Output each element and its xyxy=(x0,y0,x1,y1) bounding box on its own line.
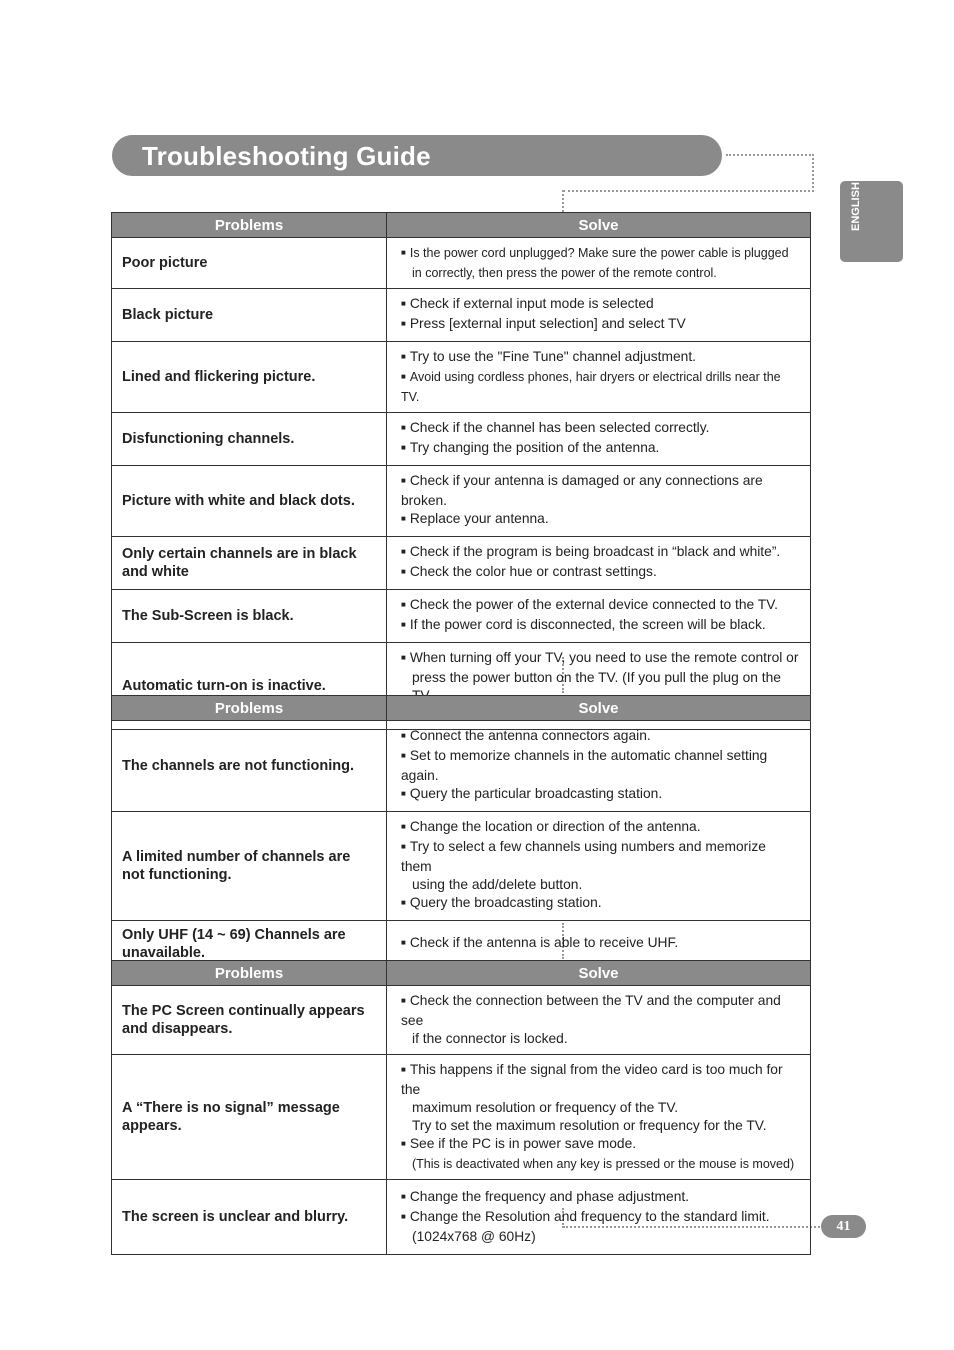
solve-line: (This is deactivated when any key is pressed or the mouse is moved) xyxy=(412,1157,795,1171)
problem-cell: Lined and flickering picture. xyxy=(112,342,387,413)
solve-cell xyxy=(387,413,811,466)
solve-line: ■ Check if your antenna is damaged or any connections are broken. xyxy=(401,472,800,510)
language-label: ENGLISH xyxy=(850,182,862,231)
solve-line: ■ Change the location or direction of the antenna. xyxy=(401,818,800,838)
title-bar xyxy=(112,135,722,176)
table-header-row xyxy=(112,961,811,986)
solve-cell xyxy=(387,721,811,812)
solve-line: in correctly, then press the power of the remote control. xyxy=(412,266,717,280)
solve-line: ■ When turning off your TV, you need to use the remote control or xyxy=(401,649,800,669)
solve-line: ■ Check if external input mode is selected xyxy=(401,295,800,315)
problem-cell: The Sub-Screen is black. xyxy=(112,590,387,643)
solve-line: ■ Try changing the position of the antenna. xyxy=(401,439,800,459)
page-title: Troubleshooting Guide xyxy=(142,141,431,171)
solve-header: Solve xyxy=(387,961,811,986)
table-row xyxy=(112,413,811,466)
solve-line: ■ Is the power cord unplugged? Make sure the power cable is plugged xyxy=(401,244,800,264)
problem-cell: Disfunctioning channels. xyxy=(112,413,387,466)
solve-line: ■ Check if the program is being broadcast in “black and white”. xyxy=(401,543,800,563)
troubleshooting-table-picture xyxy=(111,212,811,730)
solve-line: press the power button on the TV. (If you pull the plug on the xyxy=(412,670,781,685)
solve-cell xyxy=(387,537,811,590)
table-row xyxy=(112,812,811,921)
solve-line: ■ If the power cord is disconnected, the screen will be black. xyxy=(401,616,800,636)
solve-cell xyxy=(387,1055,811,1180)
solve-line: ■ This happens if the signal from the video card is too much for the xyxy=(401,1061,800,1099)
solve-line: ■ Check the color hue or contrast settings. xyxy=(401,563,800,583)
table-row xyxy=(112,1055,811,1180)
solve-line: ■ Try to use the "Fine Tune" channel adjustment. xyxy=(401,348,800,368)
solve-line: ■ Try to select a few channels using numbers and memorize them xyxy=(401,838,800,876)
solve-line: Try to set the maximum resolution or frequency for the TV. xyxy=(412,1118,767,1133)
solve-line: maximum resolution or frequency of the TV. xyxy=(412,1100,679,1115)
solve-line: (1024x768 @ 60Hz) xyxy=(412,1229,536,1244)
solve-header: Solve xyxy=(387,213,811,238)
table-row xyxy=(112,537,811,590)
problems-header: Problems xyxy=(112,213,387,238)
problems-header: Problems xyxy=(112,961,387,986)
problems-header: Problems xyxy=(112,696,387,721)
solve-line: ■ Set to memorize channels in the automatic channel setting again. xyxy=(401,747,800,785)
solve-line: ■ Avoid using cordless phones, hair dryers or electrical drills near the TV. xyxy=(401,368,800,406)
solve-cell xyxy=(387,289,811,342)
solve-line: ■ Query the particular broadcasting station. xyxy=(401,785,800,805)
solve-line: ■ Check the power of the external device connected to the TV. xyxy=(401,596,800,616)
table-row xyxy=(112,342,811,413)
solve-cell xyxy=(387,238,811,289)
problem-cell: Black picture xyxy=(112,289,387,342)
solve-cell xyxy=(387,466,811,537)
solve-cell xyxy=(387,590,811,643)
language-tab xyxy=(840,181,903,262)
solve-line: ■ See if the PC is in power save mode. xyxy=(401,1135,800,1155)
problem-cell: The channels are not functioning. xyxy=(112,721,387,812)
problem-cell: The PC Screen continually appears and disappears. xyxy=(112,986,387,1055)
problem-cell: Only UHF (14 ~ 69) Channels are unavailable. xyxy=(112,921,387,967)
dotted-line xyxy=(562,190,564,212)
solve-line: using the add/delete button. xyxy=(412,877,583,892)
solve-line: ■ Replace your antenna. xyxy=(401,510,800,530)
table-row xyxy=(112,238,811,289)
solve-line: ■ Change the Resolution and frequency to the standard limit. xyxy=(401,1208,800,1228)
table-row xyxy=(112,466,811,537)
table-row xyxy=(112,986,811,1055)
solve-line: if the connector is locked. xyxy=(412,1031,568,1046)
troubleshooting-table-pc xyxy=(111,960,811,1255)
solve-line: ■ Check the connection between the TV and the computer and see xyxy=(401,992,800,1030)
solve-cell xyxy=(387,812,811,921)
dotted-line xyxy=(812,154,814,192)
dotted-line xyxy=(563,190,814,192)
solve-line: ■ Query the broadcasting station. xyxy=(401,894,800,914)
page-number: 41 xyxy=(821,1215,866,1238)
problem-cell: A “There is no signal” message appears. xyxy=(112,1055,387,1180)
solve-cell xyxy=(387,342,811,413)
problem-cell: Picture with white and black dots. xyxy=(112,466,387,537)
table-row xyxy=(112,289,811,342)
solve-line: ■ Check if the antenna is able to receive UHF. xyxy=(401,934,800,954)
solve-line: ■ Change the frequency and phase adjustment. xyxy=(401,1188,800,1208)
problem-cell: The screen is unclear and blurry. xyxy=(112,1180,387,1255)
troubleshooting-table-channels xyxy=(111,695,811,967)
solve-line: ■ Connect the antenna connectors again. xyxy=(401,727,800,747)
problem-cell: A limited number of channels are not functioning. xyxy=(112,812,387,921)
problem-cell: Poor picture xyxy=(112,238,387,289)
solve-cell xyxy=(387,1180,811,1255)
problem-cell: Automatic turn-on is inactive. xyxy=(112,643,387,730)
table-row xyxy=(112,1180,811,1255)
solve-header: Solve xyxy=(387,696,811,721)
table-header-row xyxy=(112,696,811,721)
solve-cell xyxy=(387,986,811,1055)
table-header-row xyxy=(112,213,811,238)
dotted-line xyxy=(726,154,814,156)
problem-cell: Only certain channels are in black and white xyxy=(112,537,387,590)
solve-line: ■ Press [external input selection] and select TV xyxy=(401,315,800,335)
table-row xyxy=(112,721,811,812)
solve-line: ■ Check if the channel has been selected correctly. xyxy=(401,419,800,439)
table-row xyxy=(112,590,811,643)
